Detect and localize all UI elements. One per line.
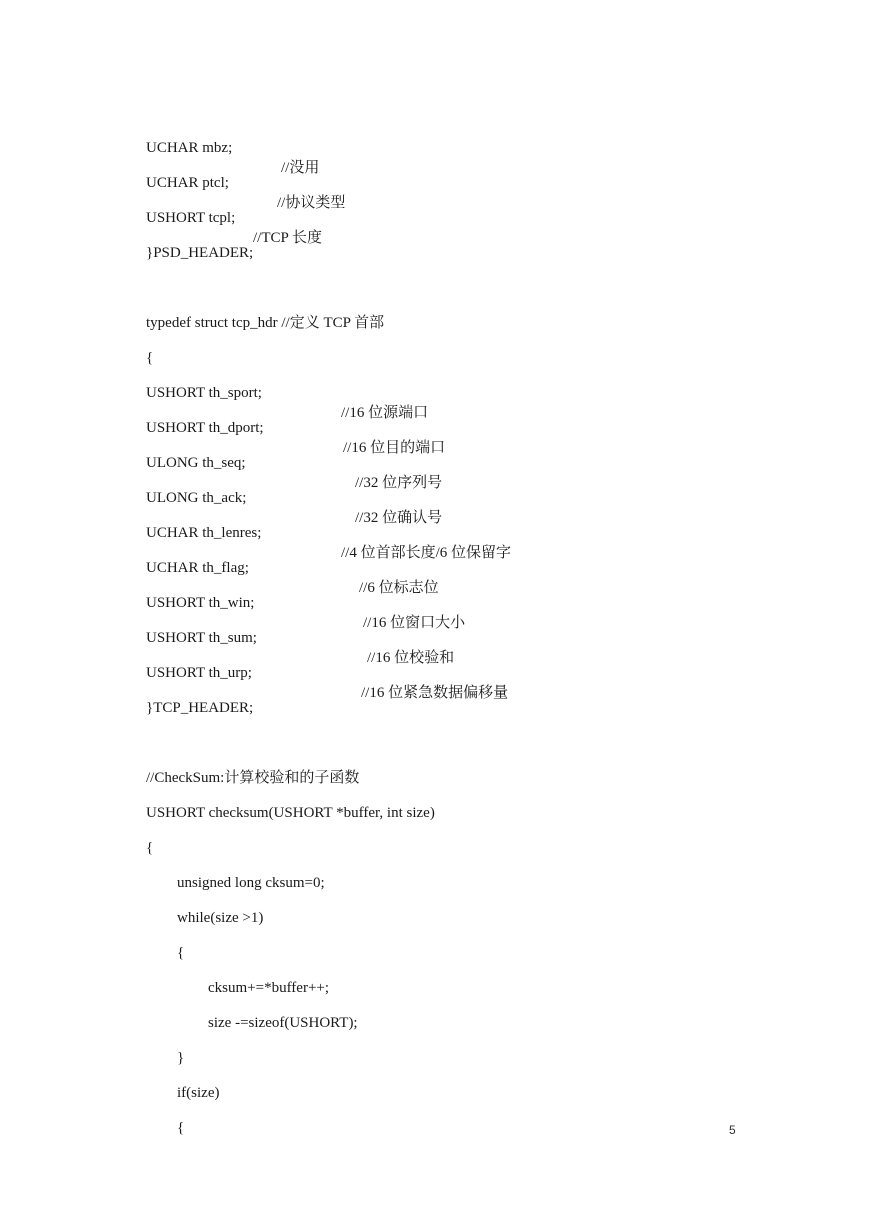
code-line [193, 993, 358, 1031]
code-text: typedef struct tcp_hdr //定义 TCP 首部 [146, 315, 385, 331]
code-line [131, 293, 385, 331]
code-text: { [177, 945, 185, 961]
code-comment: //4 位首部长度/6 位保留字 [341, 545, 512, 561]
code-comment: //32 位确认号 [355, 510, 443, 526]
code-text: USHORT th_sport; [146, 385, 262, 401]
code-comment: //16 位校验和 [367, 650, 455, 666]
code-line [131, 748, 360, 786]
code-line [162, 888, 264, 926]
code-line [131, 363, 429, 421]
code-comment: //没用 [281, 160, 320, 176]
code-text: ULONG th_ack; [146, 490, 247, 506]
code-comment: //6 位标志位 [359, 580, 439, 596]
code-text: { [146, 840, 154, 856]
code-comment: //TCP 长度 [253, 230, 323, 246]
code-text: unsigned long cksum=0; [177, 875, 325, 891]
code-comment: //16 位窗口大小 [363, 615, 466, 631]
code-text: USHORT th_sum; [146, 630, 257, 646]
code-comment: //16 位紧急数据偏移量 [361, 685, 509, 701]
code-comment: //协议类型 [277, 195, 346, 211]
code-text: cksum+=*buffer++; [208, 980, 330, 996]
code-text: UCHAR th_flag; [146, 560, 249, 576]
code-line [131, 818, 154, 856]
code-text: USHORT th_win; [146, 595, 255, 611]
code-comment: //16 位目的端口 [343, 440, 446, 456]
code-line [162, 1098, 185, 1136]
code-text: UCHAR th_lenres; [146, 525, 262, 541]
code-line [162, 1028, 185, 1066]
code-line [131, 783, 435, 821]
code-text: ULONG th_seq; [146, 455, 246, 471]
code-line [162, 1063, 220, 1101]
code-comment: //32 位序列号 [355, 475, 443, 491]
page-number: 5 [729, 1123, 736, 1137]
code-text: if(size) [177, 1085, 220, 1101]
code-text: size -=sizeof(USHORT); [208, 1015, 358, 1031]
code-line [162, 853, 325, 891]
code-line [131, 223, 254, 261]
code-line [162, 923, 185, 961]
code-text: USHORT th_dport; [146, 420, 264, 436]
code-text: USHORT tcpl; [146, 210, 236, 226]
code-line [131, 328, 154, 366]
code-text: } [177, 1050, 185, 1066]
code-text: UCHAR ptcl; [146, 175, 229, 191]
code-line [131, 678, 254, 716]
code-text: while(size >1) [177, 910, 264, 926]
code-text: { [177, 1120, 185, 1136]
code-comment: //16 位源端口 [341, 405, 429, 421]
code-text: USHORT checksum(USHORT *buffer, int size) [146, 805, 435, 821]
code-text: USHORT th_urp; [146, 665, 252, 681]
code-text: { [146, 350, 154, 366]
code-text: UCHAR mbz; [146, 140, 233, 156]
code-line [131, 118, 320, 176]
code-text: }PSD_HEADER; [146, 245, 254, 261]
code-text: }TCP_HEADER; [146, 700, 254, 716]
code-text: //CheckSum:计算校验和的子函数 [146, 770, 360, 786]
code-line [193, 958, 330, 996]
